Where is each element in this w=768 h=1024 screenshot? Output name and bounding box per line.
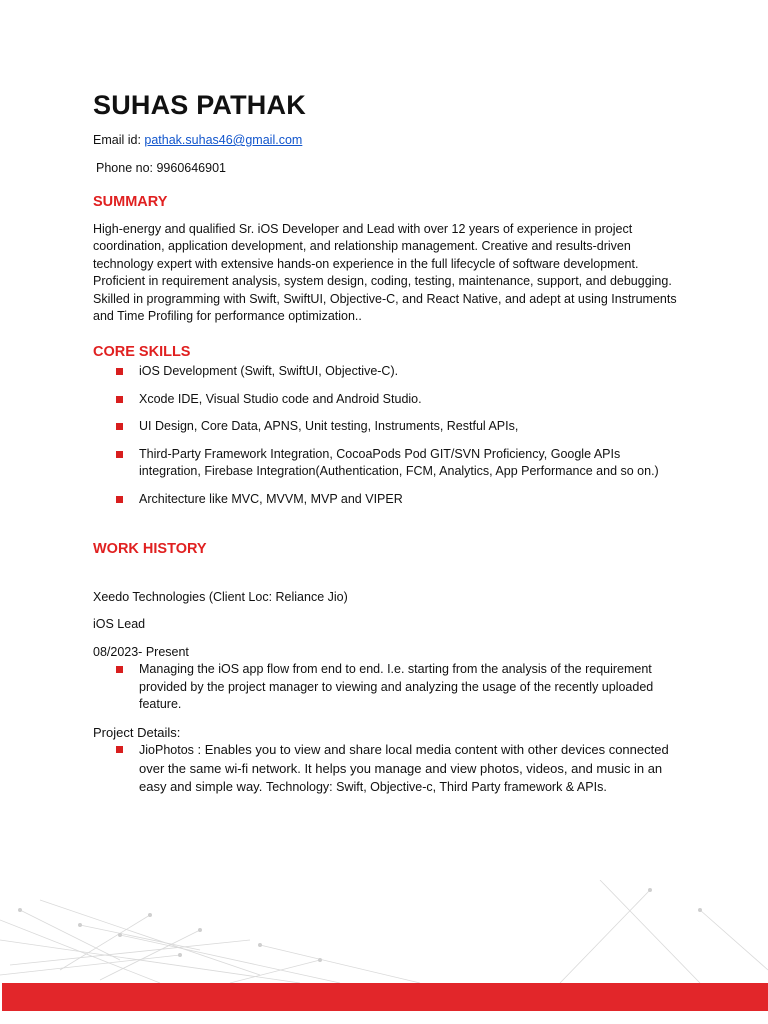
phone-line: Phone no: 9960646901 — [96, 160, 226, 175]
candidate-name: SUHAS PATHAK — [93, 90, 306, 120]
job-role: iOS Lead — [93, 617, 146, 631]
email-label: Email id: — [93, 133, 145, 147]
project-technology: Technology: Swift, Objective-c, Third Party framework & APIs. — [265, 780, 607, 794]
bullet-icon — [116, 396, 123, 403]
skill-item — [93, 446, 683, 481]
skill-item — [93, 418, 683, 436]
email-link[interactable]: pathak.suhas46@gmail.com — [144, 133, 303, 147]
bullet-icon — [116, 666, 123, 673]
skill-item — [93, 391, 683, 409]
decorative-network-graphic — [0, 880, 768, 983]
core-skills-list — [93, 363, 683, 508]
bullet-icon — [116, 423, 123, 430]
project-item — [93, 741, 683, 797]
project-description: : Enables you to view and share local media content with other devices connected over the same wi-fi network. It helps you manage and view photos, videos, and music in an easy and simple way. — [139, 742, 669, 794]
job-dates: 08/2023- Present — [93, 644, 189, 659]
company-name: Xeedo Technologies (Client Loc: Reliance Jio) — [93, 589, 348, 604]
skill-text: Xcode IDE, Visual Studio code and Android Studio. — [139, 391, 422, 406]
projects-list — [93, 741, 683, 797]
responsibility-item — [93, 661, 683, 714]
bullet-icon — [116, 746, 123, 753]
bullet-icon — [116, 368, 123, 375]
bullet-icon — [116, 496, 123, 503]
core-skills-heading: CORE SKILLS — [93, 343, 191, 360]
email-line — [93, 132, 683, 150]
bullet-icon — [116, 451, 123, 458]
skill-text: iOS Development (Swift, SwiftUI, Objective-C). — [139, 364, 399, 378]
responsibility-text: Managing the iOS app flow from end to end. I.e. starting from the analysis of the requirement provided by the project manager to viewing and analyzing the usage of the recently uploaded feature. — [139, 662, 654, 711]
resume-content — [93, 88, 683, 807]
skill-text: Third-Party Framework Integration, CocoaPods Pod GIT/SVN Proficiency, Google APIs integration, Firebase Integration(Authentication, FCM, Analytics, App Performance and so on.) — [139, 446, 659, 478]
summary-text: High-energy and qualified Sr. iOS Developer and Lead with over 12 years of experience in project coordination, application development, and relationship management. Creative and results-driven technology expert with extensive hands-on experience in the full lifecycle of software development. Proficient in requirement analysis, system design, coding, testing, maintenance, support, and debugging. Skilled in programming with Swift, SwiftUI, Objective-C, and React Native, and adept at using Instruments and Time Profiling for performance optimization.. — [93, 221, 677, 323]
summary-heading: SUMMARY — [93, 194, 168, 210]
project-name: JioPhotos — [139, 743, 194, 757]
responsibilities-list — [93, 661, 683, 714]
footer-bar — [2, 983, 768, 1011]
skill-text: UI Design, Core Data, APNS, Unit testing, Instruments, Restful APIs, — [139, 419, 519, 433]
project-details-label: Project Details: — [93, 724, 181, 740]
skill-item — [93, 491, 683, 509]
skill-text: Architecture like MVC, MVVM, MVP and VIPER — [139, 491, 403, 506]
work-history-heading: WORK HISTORY — [93, 541, 207, 557]
skill-item — [93, 363, 683, 381]
